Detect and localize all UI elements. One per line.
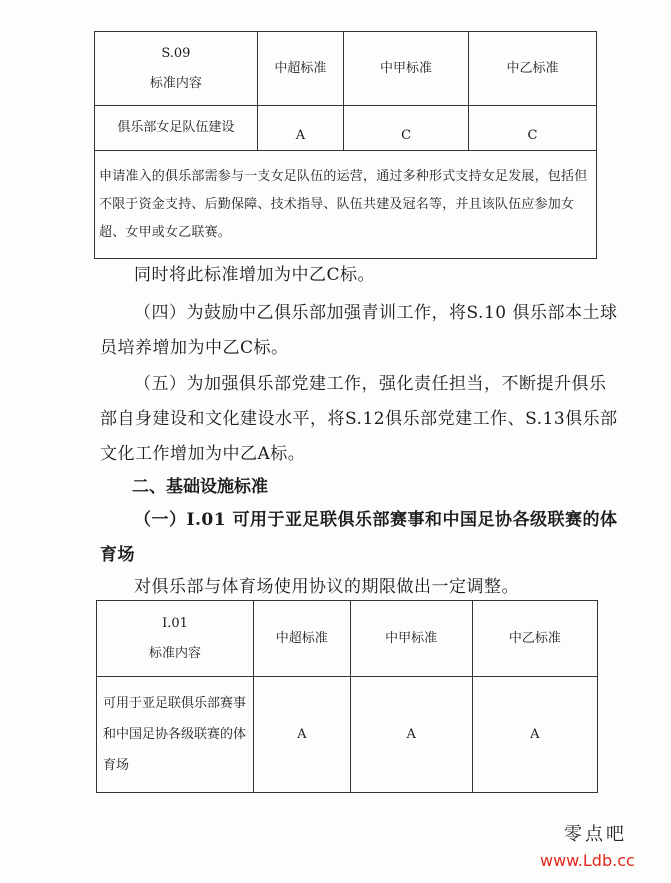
grade-jia: A (350, 677, 472, 793)
col-header-super: 中超标准 (254, 601, 350, 677)
paragraph-youth-training: （四）为鼓励中乙俱乐部加强青训工作，将S.10 俱乐部本土球员培养增加为中乙C标。 (100, 303, 618, 358)
col-header-super: 中超标准 (257, 32, 343, 106)
standard-code: I.01 (162, 615, 188, 631)
col-header-jia: 中甲标准 (350, 601, 472, 677)
grade-super: A (257, 106, 343, 151)
subsection-heading-i01: （一）I.01 可用于亚足联俱乐部赛事和中国足协各级联赛的体育场 (100, 510, 618, 565)
row-label: 可用于亚足联俱乐部赛事和中国足协各级联赛的体育场 (97, 677, 254, 793)
standard-content-label: 标准内容 (149, 75, 202, 91)
standards-table-i01 (96, 600, 598, 793)
watermark-url: www.Ldb.cc (540, 851, 635, 870)
table-header-code-cell (97, 601, 254, 677)
watermark-logo-text: 零点吧 (564, 824, 627, 845)
grade-yi: A (472, 677, 597, 793)
col-header-jia: 中甲标准 (344, 32, 469, 106)
col-header-yi: 中乙标准 (469, 32, 597, 106)
table-header-code-cell (95, 32, 258, 106)
table-note: 申请准入的俱乐部需参与一支女足队伍的运营，通过多种形式支持女足发展，包括但不限于资金支持、后勤保障、技术指导、队伍共建及冠名等，并且该队伍应参加女超、女甲或女乙联赛。 (95, 151, 597, 259)
paragraph-c-standard: 同时将此标准增加为中乙C标。 (134, 265, 376, 285)
standard-code: S.09 (161, 45, 191, 61)
paragraph-party-building: （五）为加强俱乐部党建工作，强化责任担当，不断提升俱乐部自身建设和文化建设水平，将S.12俱乐部党建工作、S.13俱乐部文化工作增加为中乙A标。 (100, 374, 618, 464)
col-header-yi: 中乙标准 (472, 601, 597, 677)
grade-jia: C (344, 106, 469, 151)
grade-yi: C (469, 106, 597, 151)
paragraph-stadium-agreement: 对俱乐部与体育场使用协议的期限做出一定调整。 (134, 577, 519, 597)
standards-table-s09 (94, 31, 597, 259)
row-label: 俱乐部女足队伍建设 (95, 106, 258, 151)
grade-super: A (254, 677, 350, 793)
standard-content-label: 标准内容 (149, 645, 202, 661)
section-heading-infrastructure: 二、基础设施标准 (132, 477, 268, 497)
